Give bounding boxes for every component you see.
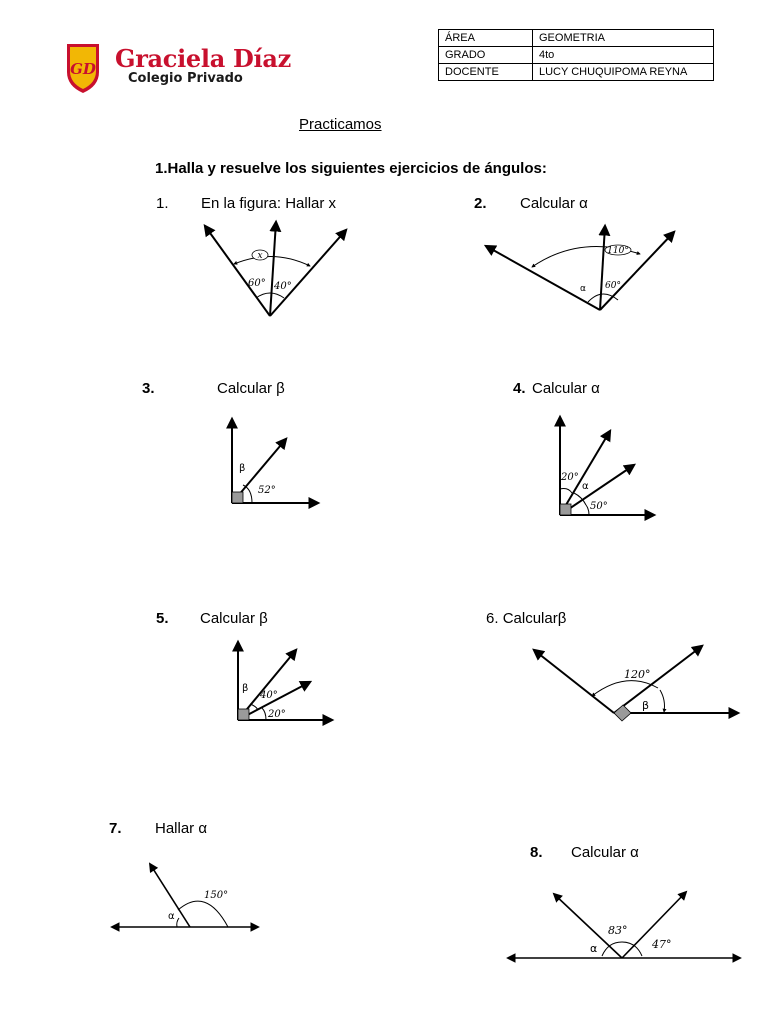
problem-7-label-a: 150° bbox=[204, 890, 229, 901]
problem-8-number: 8. bbox=[530, 844, 543, 861]
problem-6-text: Calcularβ bbox=[502, 610, 567, 627]
info-table bbox=[438, 29, 714, 81]
logo-monogram: GD bbox=[70, 60, 96, 78]
problem-3-label-a: β bbox=[239, 463, 246, 474]
problem-4-figure bbox=[550, 413, 660, 523]
problem-3-number: 3. bbox=[142, 380, 155, 397]
problem-4-label-b: α bbox=[582, 481, 589, 492]
problem-4-number: 4. bbox=[513, 380, 526, 397]
problem-2-label-b: 60° bbox=[605, 281, 621, 291]
problem-5-label-a: β bbox=[242, 683, 249, 694]
problem-2-text: Calcular α bbox=[520, 195, 588, 212]
problem-6-heading bbox=[486, 610, 566, 627]
problem-1-figure bbox=[190, 218, 360, 323]
info-key: DOCENTE bbox=[439, 64, 533, 81]
problem-5-text: Calcular β bbox=[200, 610, 268, 627]
problem-3-figure bbox=[222, 415, 327, 510]
page-heading: Practicamos bbox=[299, 116, 382, 133]
problem-6-label-b: β bbox=[642, 699, 650, 712]
problem-2-number: 2. bbox=[474, 195, 487, 212]
info-key: ÁREA bbox=[439, 30, 533, 47]
problem-1-number: 1. bbox=[156, 195, 169, 212]
problem-6-number: 6. bbox=[486, 610, 499, 627]
problem-8-label-b: 47° bbox=[652, 938, 672, 951]
instruction-text: 1.Halla y resuelve los siguientes ejercicios de ángulos: bbox=[155, 160, 547, 177]
problem-6-figure bbox=[526, 640, 746, 720]
problem-2-label-a: 110° bbox=[607, 246, 629, 256]
problem-6-label-a: 120° bbox=[624, 668, 651, 681]
info-value: LUCY CHUQUIPOMA REYNA bbox=[533, 64, 714, 81]
problem-4-text: Calcular α bbox=[532, 380, 600, 397]
problem-1-label-a: 60° bbox=[248, 278, 266, 289]
info-value: GEOMETRIA bbox=[533, 30, 714, 47]
problem-7-text: Hallar α bbox=[155, 820, 208, 837]
problem-1-label-b: 40° bbox=[274, 281, 292, 292]
problem-4-label-c: 50° bbox=[590, 501, 608, 512]
problem-5-label-c: 20° bbox=[268, 709, 286, 720]
problem-7-label-b: α bbox=[168, 911, 175, 922]
problem-7-number: 7. bbox=[109, 820, 122, 837]
problem-3-text: Calcular β bbox=[217, 380, 285, 397]
problem-1-text: En la figura: Hallar x bbox=[201, 195, 337, 212]
info-row-docente bbox=[439, 64, 714, 81]
problem-5-label-b: 40° bbox=[260, 690, 278, 701]
problem-7-figure bbox=[108, 858, 263, 934]
school-logo bbox=[64, 42, 102, 94]
info-row-area bbox=[439, 30, 714, 47]
info-value: 4to bbox=[533, 47, 714, 64]
problem-4-label-a: 20° bbox=[561, 472, 579, 483]
problem-5-number: 5. bbox=[156, 610, 169, 627]
problem-8-label-c: α bbox=[590, 942, 598, 955]
info-row-grado bbox=[439, 47, 714, 64]
problem-2-figure bbox=[480, 222, 680, 314]
problem-1-label-x: x bbox=[257, 251, 263, 261]
school-name: Graciela Díaz bbox=[115, 44, 291, 73]
school-subtitle: Colegio Privado bbox=[128, 71, 243, 86]
problem-8-label-a: 83° bbox=[608, 924, 628, 937]
problem-3-label-b: 52° bbox=[258, 485, 276, 496]
problem-2-label-c: α bbox=[580, 284, 586, 294]
problem-5-figure bbox=[228, 638, 338, 726]
problem-8-figure bbox=[504, 886, 744, 966]
info-key: GRADO bbox=[439, 47, 533, 64]
problem-8-text: Calcular α bbox=[571, 844, 639, 861]
